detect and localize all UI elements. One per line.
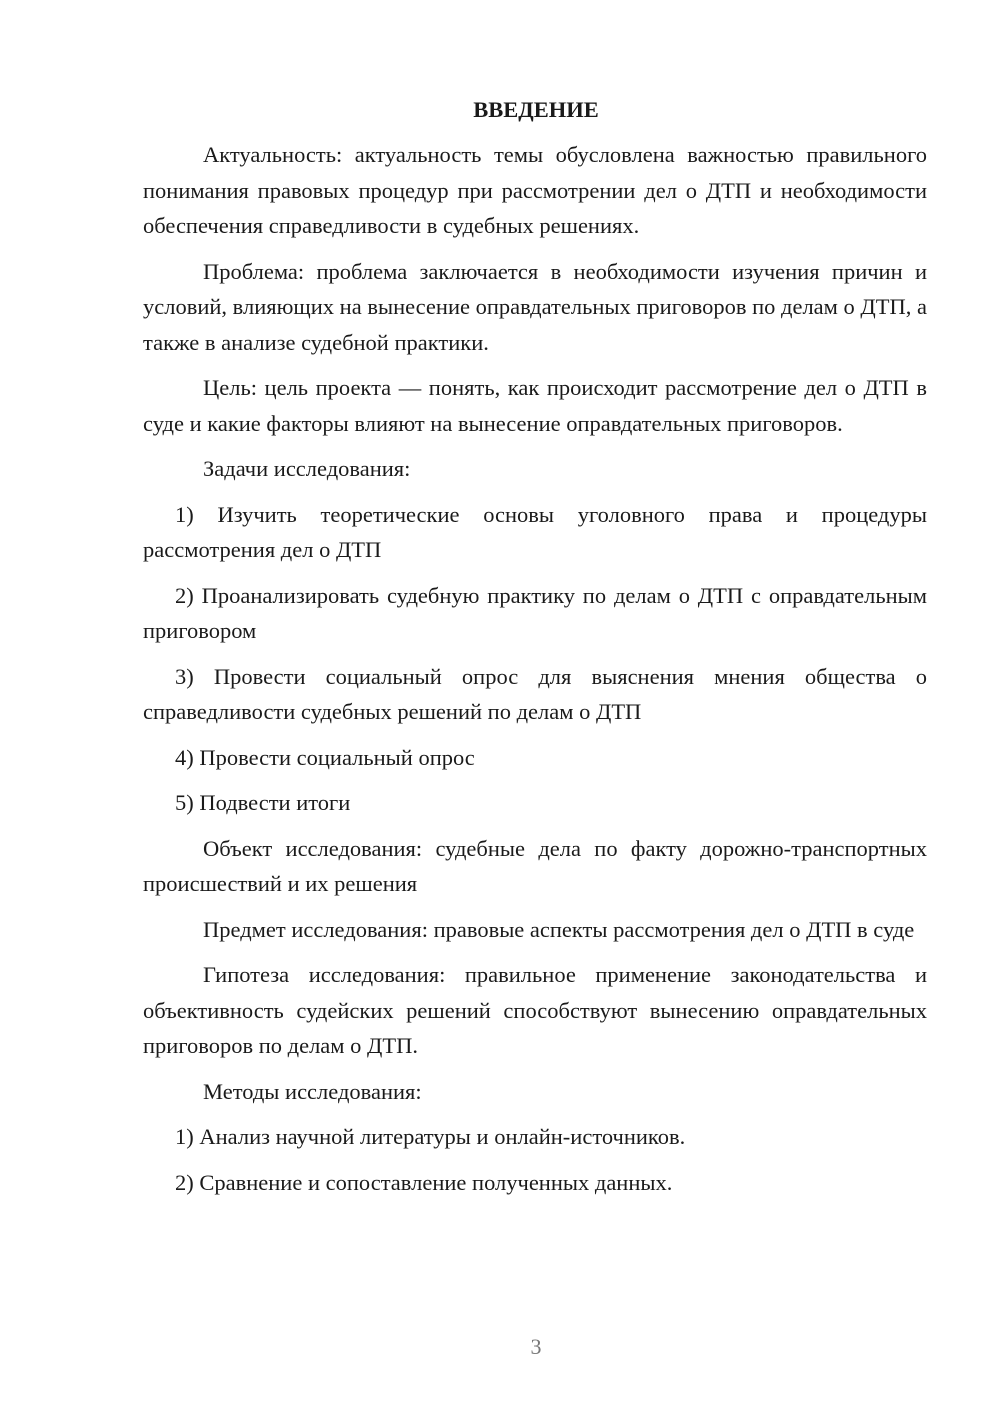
paragraph-methods-heading: Методы исследования: (203, 1078, 422, 1104)
task-item-5: 5) Подвести итоги (175, 790, 351, 815)
paragraph-goal: Цель: цель проекта — понять, как происходит рассмотрение дел о ДТП в суде и какие факторы влияют на вынесение оправдательных приговоров. (143, 375, 927, 436)
task-item-4: 4) Провести социальный опрос (175, 744, 475, 770)
task-item-1: 1) Изучить теоретические основы уголовного права и процедуры рассмотрения дел о ДТП (143, 501, 927, 562)
paragraph-subject: Предмет исследования: правовые аспекты рассмотрения дел о ДТП в суде (203, 916, 915, 942)
section-title: ВВЕДЕНИЕ (473, 97, 599, 122)
task-item-2: 2) Проанализировать судебную практику по делам о ДТП с оправдательным приговором (143, 582, 927, 643)
method-item-2: 2) Сравнение и сопоставление полученных данных. (175, 1169, 673, 1195)
paragraph-object: Объект исследования: судебные дела по факту дорожно-транспортных происшествий и их решения (143, 835, 927, 896)
page-content (143, 92, 927, 1210)
method-item-1: 1) Анализ научной литературы и онлайн-источников. (175, 1124, 686, 1149)
paragraph-hypothesis: Гипотеза исследования: правильное применение законодательства и объективность судейских решений способствуют вынесению оправдательных приговоров по делам о ДТП. (143, 962, 927, 1058)
page-number: 3 (530, 1334, 542, 1359)
paragraph-relevance: Актуальность: актуальность темы обусловлена важностью правильного понимания правовых процедур при рассмотрении дел о ДТП и необходимости обеспечения справедливости в судебных решениях. (143, 142, 927, 238)
paragraph-tasks-heading: Задачи исследования: (203, 456, 411, 481)
task-item-3: 3) Провести социальный опрос для выяснения мнения общества о справедливости судебных решений по делам о ДТП (143, 663, 927, 724)
paragraph-problem: Проблема: проблема заключается в необходимости изучения причин и условий, влияющих на вынесение оправдательных приговоров по делам о ДТП, а также в анализе судебной практики. (143, 258, 927, 355)
